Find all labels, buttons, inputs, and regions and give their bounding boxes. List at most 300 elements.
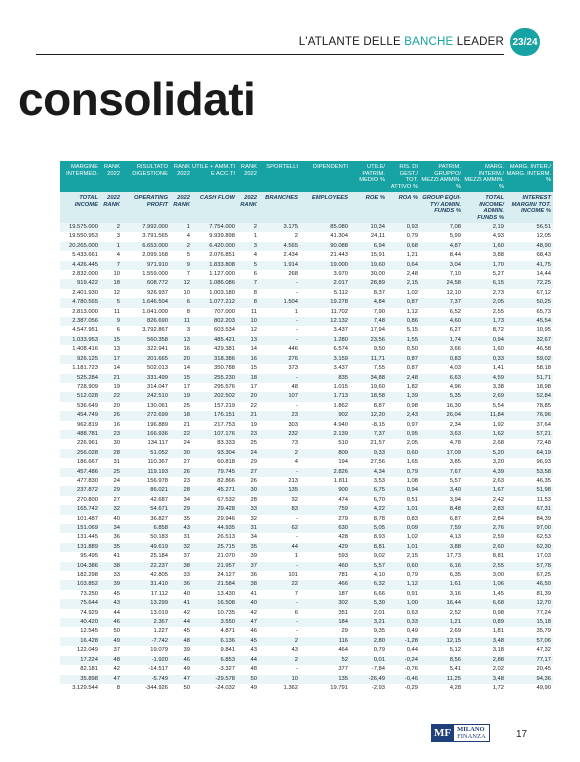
table-cell: 50.183 <box>122 533 170 542</box>
table-row <box>60 496 553 505</box>
table-cell: 1,12 <box>387 580 420 589</box>
table-cell: 122.049 <box>60 646 100 655</box>
table-cell: 41 <box>237 590 259 599</box>
table-cell: 26,04 <box>420 411 463 420</box>
table-cell: 5,20 <box>463 449 506 458</box>
table-cell: 502.013 <box>122 364 170 373</box>
table-cell: 32 <box>237 515 259 524</box>
table-cell: 10.735 <box>192 609 237 618</box>
table-cell: 270.800 <box>60 496 100 505</box>
table-cell: 593 <box>300 552 350 561</box>
table-row <box>60 477 553 486</box>
column-subheader: 2022 RANK <box>237 192 259 223</box>
table-cell: 49 <box>100 637 122 646</box>
table-row <box>60 627 553 636</box>
table-cell: 2,05 <box>387 439 420 448</box>
column-header: RANK 2022 <box>170 161 192 192</box>
table-cell: 2,02 <box>463 665 506 674</box>
table-cell: 83 <box>259 505 300 514</box>
table-cell: 2,15 <box>387 279 420 288</box>
table-cell: 7,67 <box>420 468 463 477</box>
table-cell: 6.858 <box>122 524 170 533</box>
table-cell: 0,87 <box>387 298 420 307</box>
table-cell: 29 <box>100 486 122 495</box>
table-cell: 485.421 <box>192 336 237 345</box>
table-cell: 5,27 <box>463 270 506 279</box>
table-cell: 8,81 <box>463 552 506 561</box>
table-cell: 17.112 <box>122 590 170 599</box>
table-cell: 3.129.544 <box>60 684 100 693</box>
table-cell: 1 <box>259 308 300 317</box>
table-cell: 314.047 <box>122 383 170 392</box>
table-cell: 52 <box>300 656 350 665</box>
table-cell: 4,78 <box>420 439 463 448</box>
table-cell: 8,37 <box>350 289 387 298</box>
table-cell: 8,72 <box>463 326 506 335</box>
table-cell: 24.127 <box>192 571 237 580</box>
table-cell: 57,21 <box>506 430 553 439</box>
table-cell: 2,48 <box>387 270 420 279</box>
table-cell: 12 <box>100 289 122 298</box>
table-cell: 226.961 <box>60 439 100 448</box>
table-cell: 0,79 <box>350 646 387 655</box>
table-cell: -5.749 <box>122 675 170 684</box>
table-cell: 4.940 <box>300 421 350 430</box>
table-cell: 56,51 <box>506 223 553 232</box>
table-cell: 19,60 <box>350 261 387 270</box>
table-cell: 6.853 <box>192 656 237 665</box>
table-cell: 1.362 <box>259 684 300 693</box>
column-subheader: INTEREST MARGIN/ TOT. INCOME % <box>506 192 553 223</box>
table-cell: 196.889 <box>122 421 170 430</box>
table-cell: 1.559.000 <box>122 270 170 279</box>
table-cell: 17,73 <box>420 552 463 561</box>
table-cell: 12.132 <box>300 317 350 326</box>
table-cell: 101.487 <box>60 515 100 524</box>
table-cell: 5,35 <box>420 392 463 401</box>
table-cell: 35 <box>100 543 122 552</box>
table-cell: 29.428 <box>192 505 237 514</box>
table-cell: 116 <box>300 637 350 646</box>
table-cell: 7.754.000 <box>192 223 237 232</box>
table-cell: 46,35 <box>506 477 553 486</box>
table-cell: 3,40 <box>420 486 463 495</box>
table-cell: 151.069 <box>60 524 100 533</box>
table-cell: 4.565 <box>259 242 300 251</box>
table-cell: 35.898 <box>60 675 100 684</box>
table-cell: 37 <box>170 552 192 561</box>
table-cell: 1.077.212 <box>192 298 237 307</box>
table-cell: 25.715 <box>192 543 237 552</box>
table-cell: 6,94 <box>350 242 387 251</box>
table-cell: 3 <box>237 242 259 251</box>
table-cell: 45.271 <box>192 486 237 495</box>
table-cell: 0,79 <box>387 571 420 580</box>
table-row <box>60 374 553 383</box>
table-cell: 6,35 <box>420 571 463 580</box>
table-cell: 72,48 <box>506 439 553 448</box>
table-cell: 4,13 <box>420 533 463 542</box>
table-cell: 119.193 <box>122 468 170 477</box>
table-cell: 962.819 <box>60 421 100 430</box>
table-cell: 67,25 <box>506 571 553 580</box>
table-cell: 3.437 <box>300 364 350 373</box>
table-cell: 182.298 <box>60 571 100 580</box>
table-cell: 43 <box>259 646 300 655</box>
table-cell: 11.702 <box>300 308 350 317</box>
running-header-text <box>299 36 504 48</box>
table-cell: 2,69 <box>463 392 506 401</box>
table-cell: 0,33 <box>387 618 420 627</box>
table-cell: 29 <box>170 505 192 514</box>
table-cell: 76,96 <box>506 411 553 420</box>
table-cell: 48 <box>237 665 259 674</box>
table-cell: 8,93 <box>350 533 387 542</box>
table-cell: 1.811 <box>300 477 350 486</box>
table-cell: 34 <box>237 533 259 542</box>
table-row <box>60 336 553 345</box>
table-row <box>60 317 553 326</box>
table-cell: 47 <box>237 618 259 627</box>
table-cell: 13 <box>237 336 259 345</box>
table-cell: 96,93 <box>506 458 553 467</box>
table-cell: 22.237 <box>122 562 170 571</box>
table-cell: 2.076.851 <box>192 251 237 260</box>
table-cell: 0,86 <box>387 317 420 326</box>
table-cell: 2 <box>237 223 259 232</box>
table-cell: 5 <box>237 261 259 270</box>
table-cell: 477.830 <box>60 477 100 486</box>
table-cell: 5,12 <box>420 646 463 655</box>
table-cell: 2,88 <box>463 656 506 665</box>
table-cell: 31.410 <box>122 580 170 589</box>
table-cell: 4.547.951 <box>60 326 100 335</box>
table-cell: 2,80 <box>350 637 387 646</box>
table-cell: 9,02 <box>350 552 387 561</box>
table-cell: 8,78 <box>350 515 387 524</box>
column-subheader: GROUP EQUI-TY/ ADMIN. FUNDS % <box>420 192 463 223</box>
table-cell: 460 <box>300 562 350 571</box>
table-cell: 50 <box>100 627 122 636</box>
column-header: RANK 2022 <box>100 161 122 192</box>
table-row <box>60 421 553 430</box>
table-cell: 1,61 <box>420 580 463 589</box>
table-cell: 826.690 <box>122 317 170 326</box>
table-cell: 14 <box>237 345 259 354</box>
table-row <box>60 505 553 514</box>
table-row <box>60 345 553 354</box>
table-cell: 1.504 <box>259 298 300 307</box>
table-row <box>60 552 553 561</box>
table-cell: 21.070 <box>192 552 237 561</box>
table-cell: 134.117 <box>122 439 170 448</box>
table-cell: -14.517 <box>122 665 170 674</box>
table-cell: 12 <box>237 326 259 335</box>
table-cell: 3,85 <box>420 458 463 467</box>
table-cell: -0,29 <box>387 684 420 693</box>
table-cell: - <box>259 317 300 326</box>
table-cell: 3,00 <box>463 571 506 580</box>
table-cell: 1,70 <box>463 261 506 270</box>
table-cell: 1,55 <box>387 336 420 345</box>
table-cell: 302 <box>300 599 350 608</box>
table-cell: 44 <box>100 609 122 618</box>
table-row <box>60 392 553 401</box>
table-cell: 4,34 <box>350 468 387 477</box>
table-cell: 3,66 <box>420 345 463 354</box>
table-cell: 3,20 <box>463 458 506 467</box>
column-header: UTILE/ PATRIM. MEDIO % <box>350 161 387 192</box>
table-cell: 5,99 <box>420 232 463 241</box>
page-title: consolidati <box>18 73 256 125</box>
table-cell: 64,19 <box>506 449 553 458</box>
table-cell: 902 <box>300 411 350 420</box>
table-cell: 2.017 <box>300 279 350 288</box>
table-cell: 3.159 <box>300 355 350 364</box>
table-cell: 217.753 <box>192 421 237 430</box>
table-cell: 377 <box>300 665 350 674</box>
table-cell: 33 <box>170 571 192 580</box>
table-cell: 19.791 <box>300 684 350 693</box>
table-cell: 0,49 <box>387 627 420 636</box>
table-row <box>60 261 553 270</box>
table-cell: 17 <box>170 383 192 392</box>
table-cell: 12.545 <box>60 627 100 636</box>
table-cell: -1.920 <box>122 656 170 665</box>
table-cell: 2,05 <box>463 298 506 307</box>
table-cell: 77,24 <box>506 609 553 618</box>
table-cell: -7.742 <box>122 637 170 646</box>
table-cell: 3,88 <box>463 251 506 260</box>
table-cell: 23 <box>170 477 192 486</box>
table-cell: 7 <box>170 270 192 279</box>
table-cell: 135 <box>259 486 300 495</box>
table-cell: 41.304 <box>300 232 350 241</box>
table-cell: 31 <box>100 458 122 467</box>
table-cell: 0,68 <box>387 242 420 251</box>
table-row <box>60 402 553 411</box>
table-row <box>60 439 553 448</box>
table-cell: - <box>259 326 300 335</box>
column-header: MARG. INTER./ MARG. INTERM. % <box>506 161 553 192</box>
table-cell: 0,98 <box>463 609 506 618</box>
table-cell: 51.052 <box>122 449 170 458</box>
logo-line-2: FINANZA <box>457 733 486 740</box>
table-cell: 16 <box>170 345 192 354</box>
table-cell: 42 <box>100 665 122 674</box>
table-cell: 44.935 <box>192 524 237 533</box>
table-cell: 156.978 <box>122 477 170 486</box>
table-cell: 30 <box>100 439 122 448</box>
table-cell: 759 <box>300 505 350 514</box>
table-cell: 510 <box>300 439 350 448</box>
table-cell: 2 <box>259 637 300 646</box>
table-cell: 7,37 <box>420 298 463 307</box>
table-cell: - <box>259 627 300 636</box>
table-cell: 28 <box>100 449 122 458</box>
table-cell: 0,94 <box>387 486 420 495</box>
table-cell: - <box>259 618 300 627</box>
table-cell: 103.852 <box>60 580 100 589</box>
table-cell: 4 <box>237 251 259 260</box>
table-row <box>60 609 553 618</box>
table-cell: 20 <box>237 392 259 401</box>
table-cell: 48,90 <box>506 242 553 251</box>
table-cell: 0,93 <box>387 223 420 232</box>
table-cell: 1,41 <box>463 364 506 373</box>
table-cell: 42.805 <box>122 571 170 580</box>
table-row <box>60 637 553 646</box>
table-cell: 6 <box>100 326 122 335</box>
table-cell: 276 <box>259 355 300 364</box>
table-row <box>60 364 553 373</box>
table-cell: 6 <box>259 609 300 618</box>
table-row <box>60 449 553 458</box>
table-cell: 50,25 <box>506 298 553 307</box>
table-cell: 2 <box>100 223 122 232</box>
table-cell: 1,02 <box>387 289 420 298</box>
table-row <box>60 298 553 307</box>
table-cell: 4 <box>170 232 192 241</box>
table-cell: 29.946 <box>192 515 237 524</box>
table-cell: 835 <box>300 374 350 383</box>
table-cell: 17.224 <box>60 656 100 665</box>
table-cell: 25 <box>170 402 192 411</box>
table-cell: 31 <box>237 524 259 533</box>
table-cell: 101 <box>259 571 300 580</box>
column-header: UTILE + AMM.TI E ACC.TI <box>192 161 237 192</box>
column-header: SPORTELLI <box>259 161 300 192</box>
column-subheader: CASH FLOW <box>192 192 237 223</box>
table-cell: 0,94 <box>463 336 506 345</box>
table-cell: 12,05 <box>506 232 553 241</box>
table-cell: 0,33 <box>463 355 506 364</box>
table-cell: 12,20 <box>350 411 387 420</box>
table-cell: -344.926 <box>122 684 170 693</box>
table-cell: 202.502 <box>192 392 237 401</box>
table-cell: 5 <box>100 298 122 307</box>
table-cell: 36 <box>100 533 122 542</box>
table-cell: 6,32 <box>350 580 387 589</box>
table-cell: 318.386 <box>192 355 237 364</box>
table-cell: 2,15 <box>387 552 420 561</box>
table-cell: 15 <box>170 374 192 383</box>
table-cell: 24 <box>100 477 122 486</box>
table-cell: 256.028 <box>60 449 100 458</box>
table-cell: 802.203 <box>192 317 237 326</box>
table-cell: 37,64 <box>506 421 553 430</box>
table-cell: 2,01 <box>350 609 387 618</box>
table-cell: 0,60 <box>387 449 420 458</box>
table-cell: 21.957 <box>192 562 237 571</box>
table-cell: -7,84 <box>350 665 387 674</box>
table-cell: - <box>259 289 300 298</box>
table-cell: 41 <box>100 552 122 561</box>
table-cell: 21,57 <box>350 439 387 448</box>
table-cell: 9.939.898 <box>192 232 237 241</box>
table-cell: 107 <box>259 392 300 401</box>
column-header: MARG. INTERM./ MEZZI AMMIN. % <box>463 161 506 192</box>
table-cell: 971.910 <box>122 261 170 270</box>
table-cell: 0,51 <box>387 496 420 505</box>
table-cell: 30,00 <box>350 270 387 279</box>
table-cell: 0,83 <box>420 355 463 364</box>
table-cell: 4 <box>100 251 122 260</box>
table-cell: 39 <box>170 646 192 655</box>
table-cell: 41,75 <box>506 261 553 270</box>
table-cell: 3,18 <box>463 646 506 655</box>
table-cell: -3.327 <box>192 665 237 674</box>
table-cell: 29 <box>237 458 259 467</box>
table-cell: 7,08 <box>420 223 463 232</box>
table-cell: 1,92 <box>463 421 506 430</box>
table-cell: 1,74 <box>420 336 463 345</box>
header-text-accent: BANCHE <box>404 36 454 48</box>
table-cell: 23,56 <box>350 336 387 345</box>
table-cell: 60.818 <box>192 458 237 467</box>
table-cell: 1,02 <box>387 533 420 542</box>
table-cell: 728.909 <box>60 383 100 392</box>
table-cell: 42 <box>237 609 259 618</box>
table-cell: 187 <box>300 590 350 599</box>
table-cell: 15,91 <box>350 251 387 260</box>
table-cell: 2,34 <box>420 421 463 430</box>
column-header: RIS. DI GEST./ TOT. ATTIVO % <box>387 161 420 192</box>
column-subheader: EMPLOYEES <box>300 192 350 223</box>
table-cell: 1,60 <box>463 345 506 354</box>
table-cell: 351 <box>300 609 350 618</box>
table-cell: 30 <box>170 449 192 458</box>
table-cell: 1.713 <box>300 392 350 401</box>
table-cell: 11,25 <box>420 675 463 684</box>
table-cell: 13.299 <box>122 599 170 608</box>
table-row <box>60 656 553 665</box>
table-cell: 57,06 <box>506 637 553 646</box>
table-cell: 926.937 <box>122 289 170 298</box>
table-cell: 4,39 <box>463 468 506 477</box>
table-cell: 81,39 <box>506 590 553 599</box>
table-cell: 39 <box>100 580 122 589</box>
table-cell: 16 <box>237 355 259 364</box>
table-cell: 13 <box>100 345 122 354</box>
table-cell: 19.079 <box>122 646 170 655</box>
table-cell: 1,67 <box>463 486 506 495</box>
table-cell: 40 <box>100 515 122 524</box>
table-cell: 0,44 <box>387 646 420 655</box>
table-cell: 85.080 <box>300 223 350 232</box>
table-cell: 4,03 <box>420 364 463 373</box>
table-cell: - <box>259 374 300 383</box>
table-row <box>60 665 553 674</box>
table-cell: 4,22 <box>350 505 387 514</box>
table-cell: 22 <box>237 402 259 411</box>
table-cell: 213 <box>259 477 300 486</box>
table-cell: 3 <box>100 232 122 241</box>
table-cell: 34,88 <box>350 374 387 383</box>
table-cell: 165.742 <box>60 505 100 514</box>
table-cell: - <box>259 665 300 674</box>
bank-ranking-table <box>60 161 553 693</box>
table-cell: 18 <box>170 411 192 420</box>
table-cell: 4.780.565 <box>60 298 100 307</box>
table-cell: 9,50 <box>350 345 387 354</box>
table-cell: 45 <box>237 637 259 646</box>
table-cell: 19.278 <box>300 298 350 307</box>
page-badge: 23/24 <box>510 28 540 56</box>
table-cell: 1 <box>237 232 259 241</box>
table-cell: 43 <box>170 524 192 533</box>
table-cell: 26 <box>100 411 122 420</box>
